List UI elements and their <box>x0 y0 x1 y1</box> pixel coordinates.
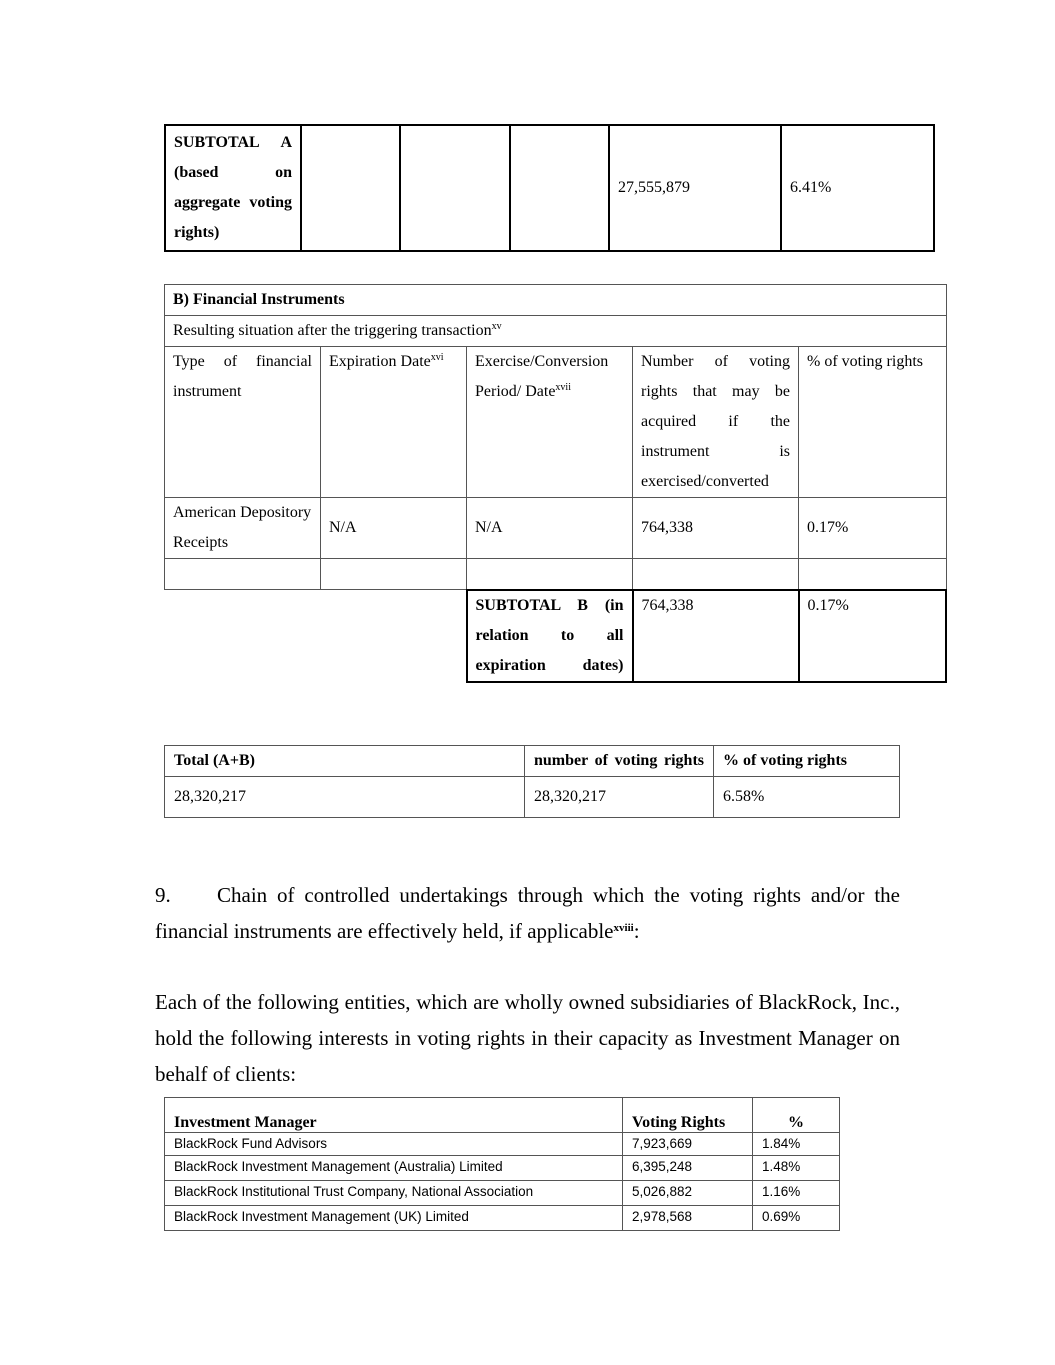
fi-empty-cell <box>467 559 633 590</box>
fi-empty-cell <box>165 559 321 590</box>
im-rights: 7,923,669 <box>623 1133 753 1156</box>
subtotal-a-empty-cell <box>510 125 609 251</box>
subtotal-a-empty-cell <box>301 125 400 251</box>
fi-empty-row <box>165 559 947 590</box>
subtotal-b-label: SUBTOTAL B (in relation to all expiration dates) <box>467 590 633 682</box>
fi-exercise-note: xvii <box>555 382 571 393</box>
im-rights: 5,026,882 <box>623 1181 753 1206</box>
fi-title-row <box>165 285 947 316</box>
subtotal-a-number: 27,555,879 <box>609 125 781 251</box>
im-name: BlackRock Investment Management (UK) Limited <box>165 1206 623 1231</box>
fi-header-type: Type of financial instrument <box>165 347 321 498</box>
fi-row-expiration: N/A <box>321 498 467 559</box>
total-table <box>164 745 900 818</box>
total-value: 28,320,217 <box>165 777 525 818</box>
fi-row-percent: 0.17% <box>799 498 947 559</box>
subtotal-b-number: 764,338 <box>633 590 799 682</box>
fi-header-number: Number of voting rights that may be acquired if the instrument is exercised/converted <box>633 347 799 498</box>
fi-row-number: 764,338 <box>633 498 799 559</box>
im-header-row <box>165 1098 840 1133</box>
subtotal-a-row <box>165 125 934 251</box>
investment-managers-table <box>164 1097 840 1231</box>
fi-header-exercise: Exercise/Conversion Period/ Date$^{xvii}$ <box>467 347 633 498</box>
fi-data-row <box>165 498 947 559</box>
table-row <box>165 1156 840 1181</box>
im-percent: 1.48% <box>753 1156 840 1181</box>
fi-expiration-note: xvi <box>430 352 444 363</box>
im-header-rights: Voting Rights <box>623 1098 753 1133</box>
total-number-value: 28,320,217 <box>525 777 714 818</box>
im-name: BlackRock Institutional Trust Company, National Association <box>165 1181 623 1206</box>
total-header-row <box>165 746 900 777</box>
fi-subtitle-row <box>165 316 947 347</box>
financial-instruments-table <box>164 284 947 683</box>
total-number-header: number of voting rights <box>525 746 714 777</box>
im-percent: 0.69% <box>753 1206 840 1231</box>
subtotal-b-row <box>165 590 947 682</box>
subtotal-a-percent: 6.41% <box>781 125 934 251</box>
table-row <box>165 1181 840 1206</box>
im-percent: 1.16% <box>753 1181 840 1206</box>
total-percent-header: % of voting rights <box>714 746 900 777</box>
table-row <box>165 1206 840 1231</box>
subtotal-a-empty-cell <box>400 125 510 251</box>
fi-empty-cell <box>633 559 799 590</box>
fi-header-percent: % of voting rights <box>799 347 947 498</box>
total-label: Total (A+B) <box>165 746 525 777</box>
fi-empty-cell <box>321 559 467 590</box>
fi-subtitle-note: xv <box>491 321 502 332</box>
subsidiaries-paragraph: Each of the following entities, which are wholly owned subsidiaries of BlackRock, Inc., hold the following interests in voting rights in their capacity as Investment Manager on behalf of clients: <box>155 990 900 1086</box>
subtotal-a-label: SUBTOTAL A (based on aggregate voting rights) <box>165 125 301 251</box>
fi-title: B) Financial Instruments <box>165 285 947 316</box>
im-rights: 6,395,248 <box>623 1156 753 1181</box>
section-9-number: 9. <box>155 883 171 907</box>
fi-row-exercise: N/A <box>467 498 633 559</box>
im-name: BlackRock Fund Advisors <box>165 1133 623 1156</box>
subtotal-b-percent: 0.17% <box>799 590 947 682</box>
fi-header-row <box>165 347 947 498</box>
section-9-note: xviii <box>613 922 634 934</box>
section-9-text: Chain of controlled undertakings through which the voting rights and/or the financial instruments are effectively held, if applicable <box>155 883 900 943</box>
im-header-percent: % <box>753 1098 840 1133</box>
total-percent-value: 6.58% <box>714 777 900 818</box>
fi-empty-cell <box>799 559 947 590</box>
im-name: BlackRock Investment Management (Australia) Limited <box>165 1156 623 1181</box>
table-row <box>165 1133 840 1156</box>
im-header-name: Investment Manager <box>165 1098 623 1133</box>
im-percent: 1.84% <box>753 1133 840 1156</box>
im-rights: 2,978,568 <box>623 1206 753 1231</box>
fi-subtitle: Resulting situation after the triggering transaction$^{xv}$ <box>165 316 947 347</box>
fi-header-expiration: Expiration Date$^{xvi}$ <box>321 347 467 498</box>
section-9-paragraph: 9. Chain of controlled undertakings through which the voting rights and/or the financial instruments are effectively held, if applicable$^{xviii}$: <box>155 877 900 949</box>
fi-row-type: American Depository Receipts <box>165 498 321 559</box>
subtotal-a-table <box>164 124 935 252</box>
total-value-row <box>165 777 900 818</box>
